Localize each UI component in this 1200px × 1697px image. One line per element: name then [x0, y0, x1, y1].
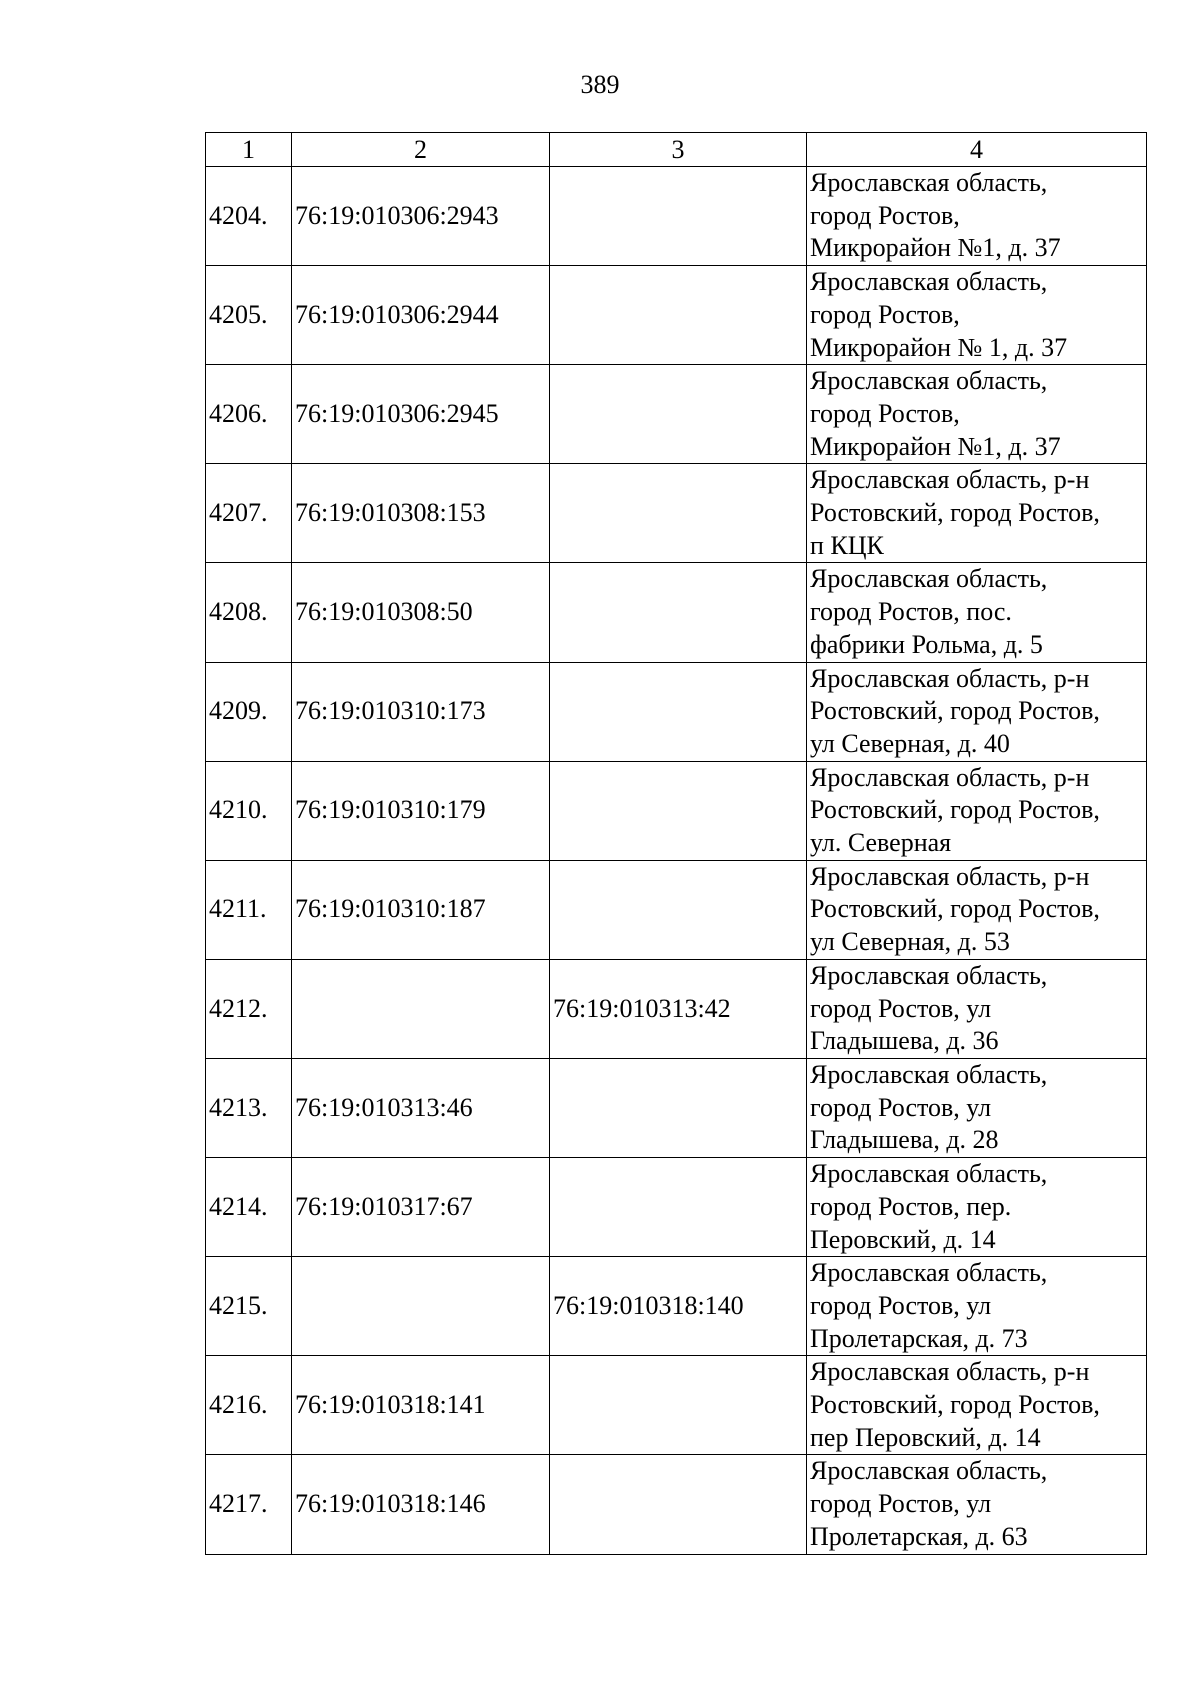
address-cell [807, 860, 1147, 959]
address-line: Ярославская область, р-н [810, 465, 1090, 495]
address-line: Ярославская область, [810, 564, 1048, 594]
address-line: Ярославская область, р-н [810, 663, 1090, 693]
address-cell [807, 167, 1147, 266]
cadastral-number-cell [292, 1257, 550, 1356]
cadastral-number-cell: 76:19:010310:173 [292, 662, 550, 761]
address-line: Гладышева, д. 36 [810, 1026, 999, 1056]
address-line: Перовский, д. 14 [810, 1224, 996, 1254]
column-header-3: 3 [550, 133, 807, 167]
row-number-cell: 4211. [206, 860, 292, 959]
related-number-cell [550, 1058, 807, 1157]
row-number-cell: 4210. [206, 761, 292, 860]
address-line: Пролетарская, д. 73 [810, 1323, 1028, 1353]
address-line: город Ростов, ул [810, 1489, 992, 1519]
related-number-cell: 76:19:010318:140 [550, 1257, 807, 1356]
address-line: Ярославская область, [810, 1159, 1048, 1189]
cadastral-number-cell: 76:19:010308:153 [292, 464, 550, 563]
address-line: ул Северная, д. 53 [810, 927, 1010, 957]
address-line: Ярославская область, р-н [810, 1357, 1090, 1387]
address-line: Пролетарская, д. 63 [810, 1521, 1028, 1551]
address-cell [807, 563, 1147, 662]
table-row [206, 464, 1147, 563]
table-row [206, 1356, 1147, 1455]
address-line: город Ростов, [810, 398, 960, 428]
row-number-cell: 4205. [206, 266, 292, 365]
address-line: Ярославская область, [810, 1258, 1048, 1288]
address-line: Микрорайон № 1, д. 37 [810, 332, 1068, 362]
table-row [206, 1455, 1147, 1554]
column-header-4: 4 [807, 133, 1147, 167]
cadastral-number-cell [292, 959, 550, 1058]
address-line: Ярославская область, [810, 1456, 1048, 1486]
address-line: Ярославская область, [810, 960, 1048, 990]
cadastral-number-cell: 76:19:010317:67 [292, 1158, 550, 1257]
address-cell [807, 761, 1147, 860]
cadastral-number-cell: 76:19:010306:2945 [292, 365, 550, 464]
address-line: Ростовский, город Ростов, [810, 696, 1100, 726]
table-row [206, 1257, 1147, 1356]
address-line: Ростовский, город Ростов, [810, 1390, 1100, 1420]
address-line: Ростовский, город Ростов, [810, 894, 1100, 924]
table-row [206, 563, 1147, 662]
address-line: ул. Северная [810, 828, 952, 858]
row-number-cell: 4209. [206, 662, 292, 761]
table-row [206, 1058, 1147, 1157]
table-row [206, 959, 1147, 1058]
related-number-cell [550, 662, 807, 761]
address-line: Гладышева, д. 28 [810, 1125, 999, 1155]
address-cell [807, 1455, 1147, 1554]
address-line: ул Северная, д. 40 [810, 728, 1010, 758]
registry-table [205, 132, 1147, 1555]
cadastral-number-cell: 76:19:010306:2943 [292, 167, 550, 266]
row-number-cell: 4207. [206, 464, 292, 563]
address-line: Микрорайон №1, д. 37 [810, 233, 1061, 263]
address-line: город Ростов, [810, 299, 960, 329]
page-number: 389 [580, 70, 620, 99]
address-line: Микрорайон №1, д. 37 [810, 431, 1061, 461]
address-cell [807, 959, 1147, 1058]
cadastral-number-cell: 76:19:010318:146 [292, 1455, 550, 1554]
related-number-cell [550, 464, 807, 563]
address-cell [807, 1356, 1147, 1455]
table-row [206, 167, 1147, 266]
address-line: Ярославская область, р-н [810, 861, 1090, 891]
table-row [206, 1158, 1147, 1257]
address-line: город Ростов, ул [810, 1092, 992, 1122]
address-cell [807, 1158, 1147, 1257]
address-cell [807, 464, 1147, 563]
address-cell [807, 365, 1147, 464]
row-number-cell: 4215. [206, 1257, 292, 1356]
related-number-cell [550, 1158, 807, 1257]
address-cell [807, 266, 1147, 365]
address-line: Ярославская область, [810, 267, 1048, 297]
table-row [206, 662, 1147, 761]
table-row [206, 266, 1147, 365]
address-cell [807, 1058, 1147, 1157]
address-line: Ярославская область, [810, 1059, 1048, 1089]
related-number-cell [550, 860, 807, 959]
address-line: город Ростов, [810, 200, 960, 230]
address-line: Ростовский, город Ростов, [810, 795, 1100, 825]
row-number-cell: 4206. [206, 365, 292, 464]
related-number-cell [550, 563, 807, 662]
address-line: фабрики Рольма, д. 5 [810, 629, 1043, 659]
address-line: Ярославская область, [810, 168, 1048, 197]
related-number-cell [550, 365, 807, 464]
cadastral-number-cell: 76:19:010318:141 [292, 1356, 550, 1455]
related-number-cell [550, 761, 807, 860]
table-row [206, 761, 1147, 860]
table-body [206, 167, 1147, 1555]
address-line: город Ростов, ул [810, 993, 992, 1023]
cadastral-number-cell: 76:19:010310:187 [292, 860, 550, 959]
row-number-cell: 4208. [206, 563, 292, 662]
cadastral-number-cell: 76:19:010310:179 [292, 761, 550, 860]
address-line: Ярославская область, [810, 366, 1048, 396]
row-number-cell: 4216. [206, 1356, 292, 1455]
address-line: Ростовский, город Ростов, [810, 498, 1100, 528]
address-line: город Ростов, пер. [810, 1191, 1012, 1221]
related-number-cell [550, 167, 807, 266]
related-number-cell: 76:19:010313:42 [550, 959, 807, 1058]
row-number-cell: 4204. [206, 167, 292, 266]
address-line: Ярославская область, р-н [810, 762, 1090, 792]
cadastral-number-cell: 76:19:010308:50 [292, 563, 550, 662]
address-cell [807, 1257, 1147, 1356]
table-row [206, 365, 1147, 464]
table-header-row [206, 133, 1147, 167]
address-line: город Ростов, пос. [810, 597, 1012, 627]
address-cell [807, 662, 1147, 761]
table-row [206, 860, 1147, 959]
address-line: п КЦК [810, 530, 884, 560]
column-header-2: 2 [292, 133, 550, 167]
row-number-cell: 4212. [206, 959, 292, 1058]
related-number-cell [550, 1356, 807, 1455]
row-number-cell: 4217. [206, 1455, 292, 1554]
row-number-cell: 4214. [206, 1158, 292, 1257]
address-line: пер Перовский, д. 14 [810, 1422, 1041, 1452]
row-number-cell: 4213. [206, 1058, 292, 1157]
related-number-cell [550, 266, 807, 365]
column-header-1: 1 [206, 133, 292, 167]
cadastral-number-cell: 76:19:010313:46 [292, 1058, 550, 1157]
address-line: город Ростов, ул [810, 1290, 992, 1320]
cadastral-number-cell: 76:19:010306:2944 [292, 266, 550, 365]
related-number-cell [550, 1455, 807, 1554]
